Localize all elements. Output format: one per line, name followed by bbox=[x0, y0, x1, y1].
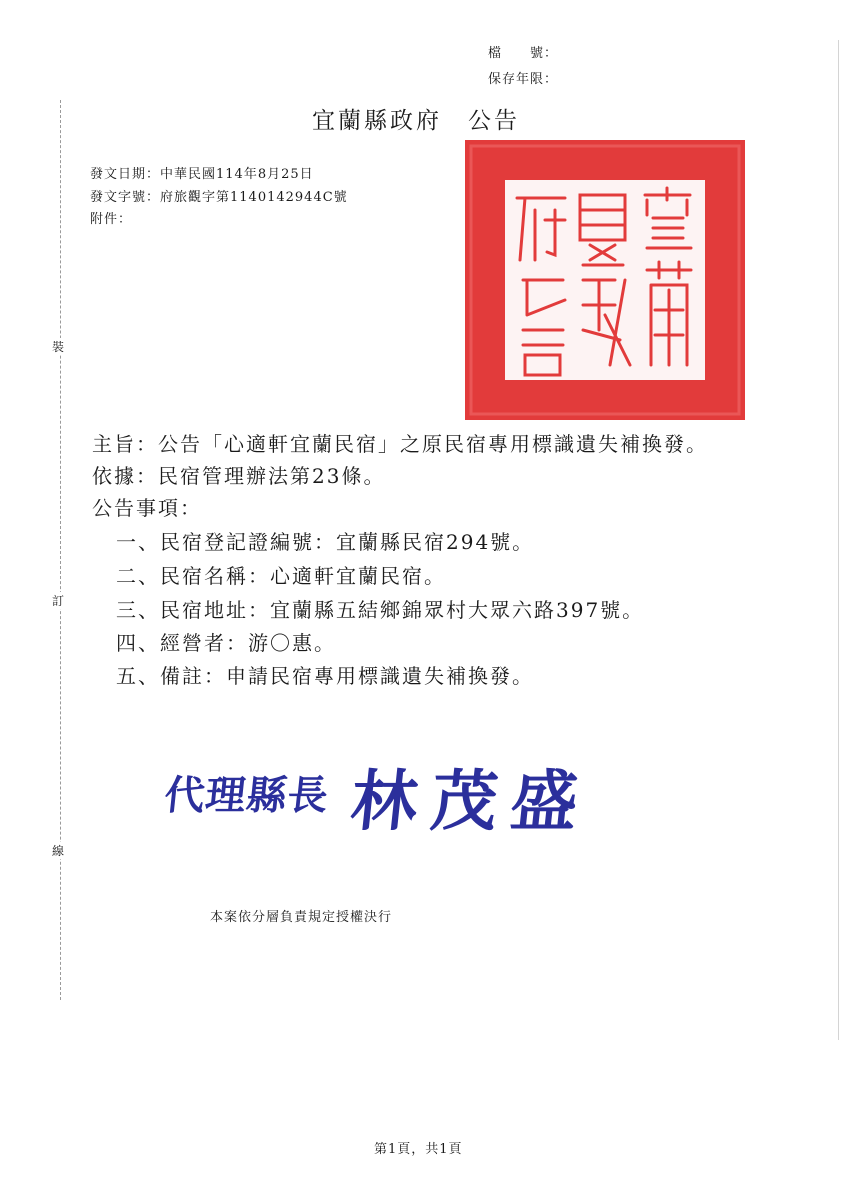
binding-mark-middle: 訂 bbox=[52, 594, 65, 608]
document-number: 發文字號：府旅觀字第1140142944C號 bbox=[90, 190, 348, 205]
items-heading: 公告事項： bbox=[92, 496, 202, 520]
announcement-item: 二、民宿名稱：心適軒宜蘭民宿。 bbox=[116, 564, 446, 588]
file-number-label: 檔 號： bbox=[488, 46, 559, 61]
signature-name: 林茂盛 bbox=[347, 763, 596, 840]
announcement-item: 三、民宿地址：宜蘭縣五結鄉錦眾村大眾六路397號。 bbox=[116, 598, 645, 622]
binding-mark-top: 裝 bbox=[52, 340, 65, 354]
announcement-item: 四、經營者：游〇惠。 bbox=[116, 631, 336, 655]
signature-title: 代理縣長 bbox=[162, 773, 332, 819]
document-title: 宜蘭縣政府 公告 bbox=[312, 108, 520, 134]
subject-line: 主旨：公告「心適軒宜蘭民宿」之原民宿專用標識遺失補換發。 bbox=[92, 432, 708, 456]
binding-line bbox=[60, 100, 61, 1000]
announcement-item: 一、民宿登記證編號：宜蘭縣民宿294號。 bbox=[116, 530, 535, 554]
binding-mark-bottom: 線 bbox=[52, 844, 65, 858]
delegation-note: 本案依分層負責規定授權決行 bbox=[210, 910, 393, 925]
basis-line: 依據：民宿管理辦法第23條。 bbox=[92, 464, 386, 488]
announcement-item: 五、備註：申請民宿專用標識遺失補換發。 bbox=[116, 664, 534, 688]
retention-period-label: 保存年限： bbox=[488, 72, 559, 87]
issue-date: 發文日期：中華民國114年8月25日 bbox=[90, 167, 314, 182]
attachment-label: 附件： bbox=[90, 212, 133, 227]
page-number: 第1頁，共1頁 bbox=[374, 1142, 463, 1157]
official-seal bbox=[465, 140, 745, 420]
seal-graphic bbox=[465, 140, 745, 420]
right-margin-rule bbox=[838, 40, 839, 1040]
